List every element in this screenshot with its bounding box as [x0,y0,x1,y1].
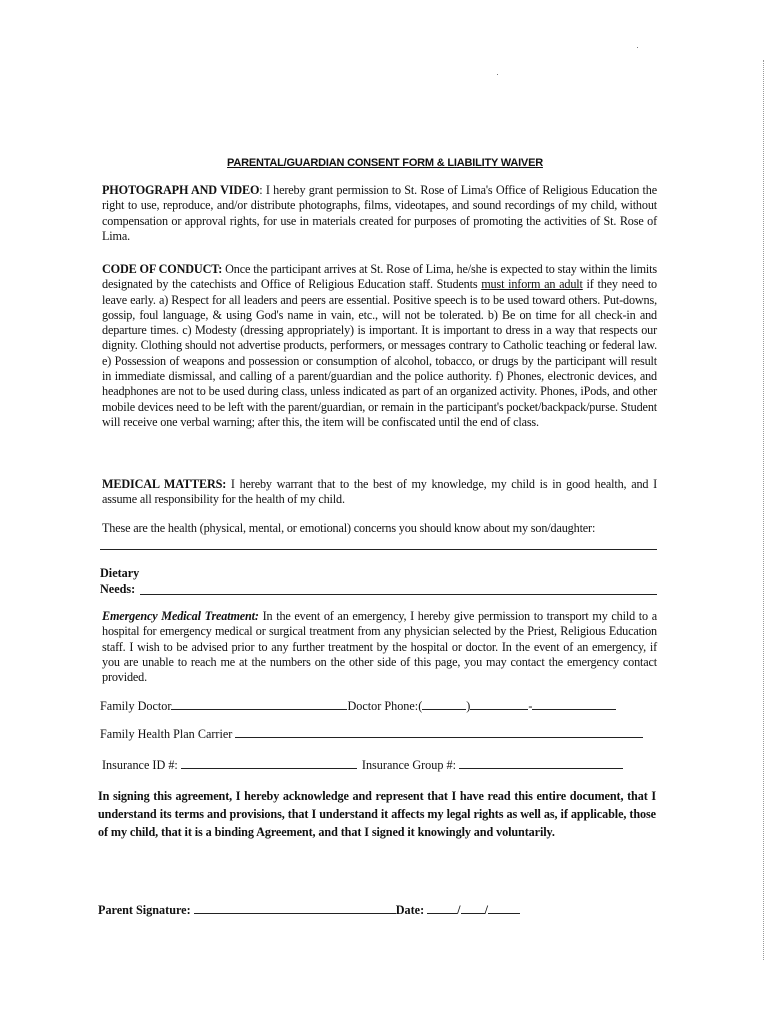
scan-edge-marks [762,60,764,960]
signature-row [98,903,520,918]
agreement-text: In signing this agreement, I hereby acknowledge and represent that I have read this entire document, that I understand its terms and provisions, that I understand it affects my legal rights as well as, if applicable, those of my child, that it is a binding Agreement, and that I signed it knowingly and voluntarily. [98,789,656,839]
signature-field[interactable] [194,903,396,914]
emergency-heading: Emergency Medical Treatment: [102,609,259,623]
form-title: PARENTAL/GUARDIAN CONSENT FORM & LIABILITY WAIVER [227,157,543,169]
doctor-phone-prefix-field[interactable] [470,699,528,710]
date-month-field[interactable] [427,903,457,914]
medical-text: I hereby warrant that to the best of my knowledge, my child is in good health, and I assume all responsibility for the health of my child. [102,477,657,507]
insurance-row [102,758,623,773]
dietary-line[interactable] [140,594,657,595]
insurance-group-field[interactable] [459,758,623,769]
conduct-text-2: if they need to leave early. a) Respect for all leaders and peers are essential. Positive speech is to be used toward others. Put-downs, gossip, foul language, & using God's name in vain, etc., will not be tolerated. b) Be on time for all check-in and departure times. c) Modesty (dressing appropriately) is important. It is important to dress in a way that respects our dignity. Clothing should not advertise products, performers, or messages contrary to Catholic teaching or federal law. e) Possession of weapons and possession or consumption of alcohol, tobacco, or drugs by the participant will result in immediate dismissal, and calling of a parent/guardian and the police authority. f) Phones, electronic devices, and headphones are not to be used during class, unless indicated as part of an organized activity. Phones, iPods, and other mobile devices need to be left with the parent/guardian, or remain in the participant's pocket/backpack/purse. Student will receive one verbal warning; after this, the item will be confiscated until the end of class. [102,277,658,429]
insurance-id-label: Insurance ID #: [102,758,178,772]
family-doctor-field[interactable] [171,699,347,710]
concerns-line[interactable] [100,549,657,550]
photo-heading: PHOTOGRAPH AND VIDEO [102,183,260,197]
emergency-text: In the event of an emergency, I hereby give permission to transport my child to a hospital for emergency medical or surgical treatment from any physician selected by the Priest, Religious Education staff. I wish to be advised prior to any further treatment by the hospital or doctor. In the event of an emergency, if you are unable to reach me at the numbers on the other side of this page, you may contact the emergency contact provided. [102,609,658,685]
emergency-section [102,609,657,685]
insurance-group-label: Insurance Group #: [361,758,456,772]
date-day-field[interactable] [461,903,485,914]
conduct-text-1: Once the participant arrives at St. Rose of Lima, he/she is expected to stay within the limits designated by the catechists and Office of Religious Education staff. Students [102,262,657,292]
scan-speck [637,47,638,48]
doctor-phone-label: Doctor Phone: [347,699,419,713]
doctor-phone-number-field[interactable] [532,699,616,710]
conduct-heading: CODE OF CONDUCT: [102,262,223,276]
health-plan-label: Family Health Plan Carrier [100,727,233,741]
medical-heading: MEDICAL MATTERS: [102,477,227,491]
health-plan-field[interactable] [235,727,643,738]
scan-speck [497,74,498,75]
photo-section [102,183,657,244]
concerns-text: These are the health (physical, mental, or emotional) concerns you should know about my son/daughter: [102,521,596,535]
family-doctor-row [100,699,616,714]
health-plan-row [100,727,643,742]
date-slash-1: / [457,903,461,917]
family-doctor-label: Family Doctor [100,699,172,713]
doctor-phone-area-field[interactable] [422,699,466,710]
conduct-section [102,262,657,430]
dietary-label-line-2: Needs: [100,582,136,596]
doctor-phone-dash: - [528,699,533,713]
signature-label: Parent Signature: [98,903,191,917]
insurance-id-field[interactable] [181,758,357,769]
date-year-field[interactable] [488,903,520,914]
photo-text: : I hereby grant permission to St. Rose of Lima's Office of Religious Education the right to use, reproduce, and/or distribute photographs, films, videotapes, and sound recordings of my child, without compensation or approval rights, for use in materials created for purposes of promoting the activities of St. Rose of Lima. [102,183,657,243]
date-slash-2: / [484,903,488,917]
doctor-phone-paren-close: ) [466,699,471,713]
medical-section [102,477,657,508]
date-label: Date: [395,903,425,917]
dietary-label-line-1: Dietary [100,566,140,580]
dietary-label [100,565,139,597]
doctor-phone-paren-open: ( [418,699,423,713]
conduct-underlined: must inform an adult [481,277,583,292]
